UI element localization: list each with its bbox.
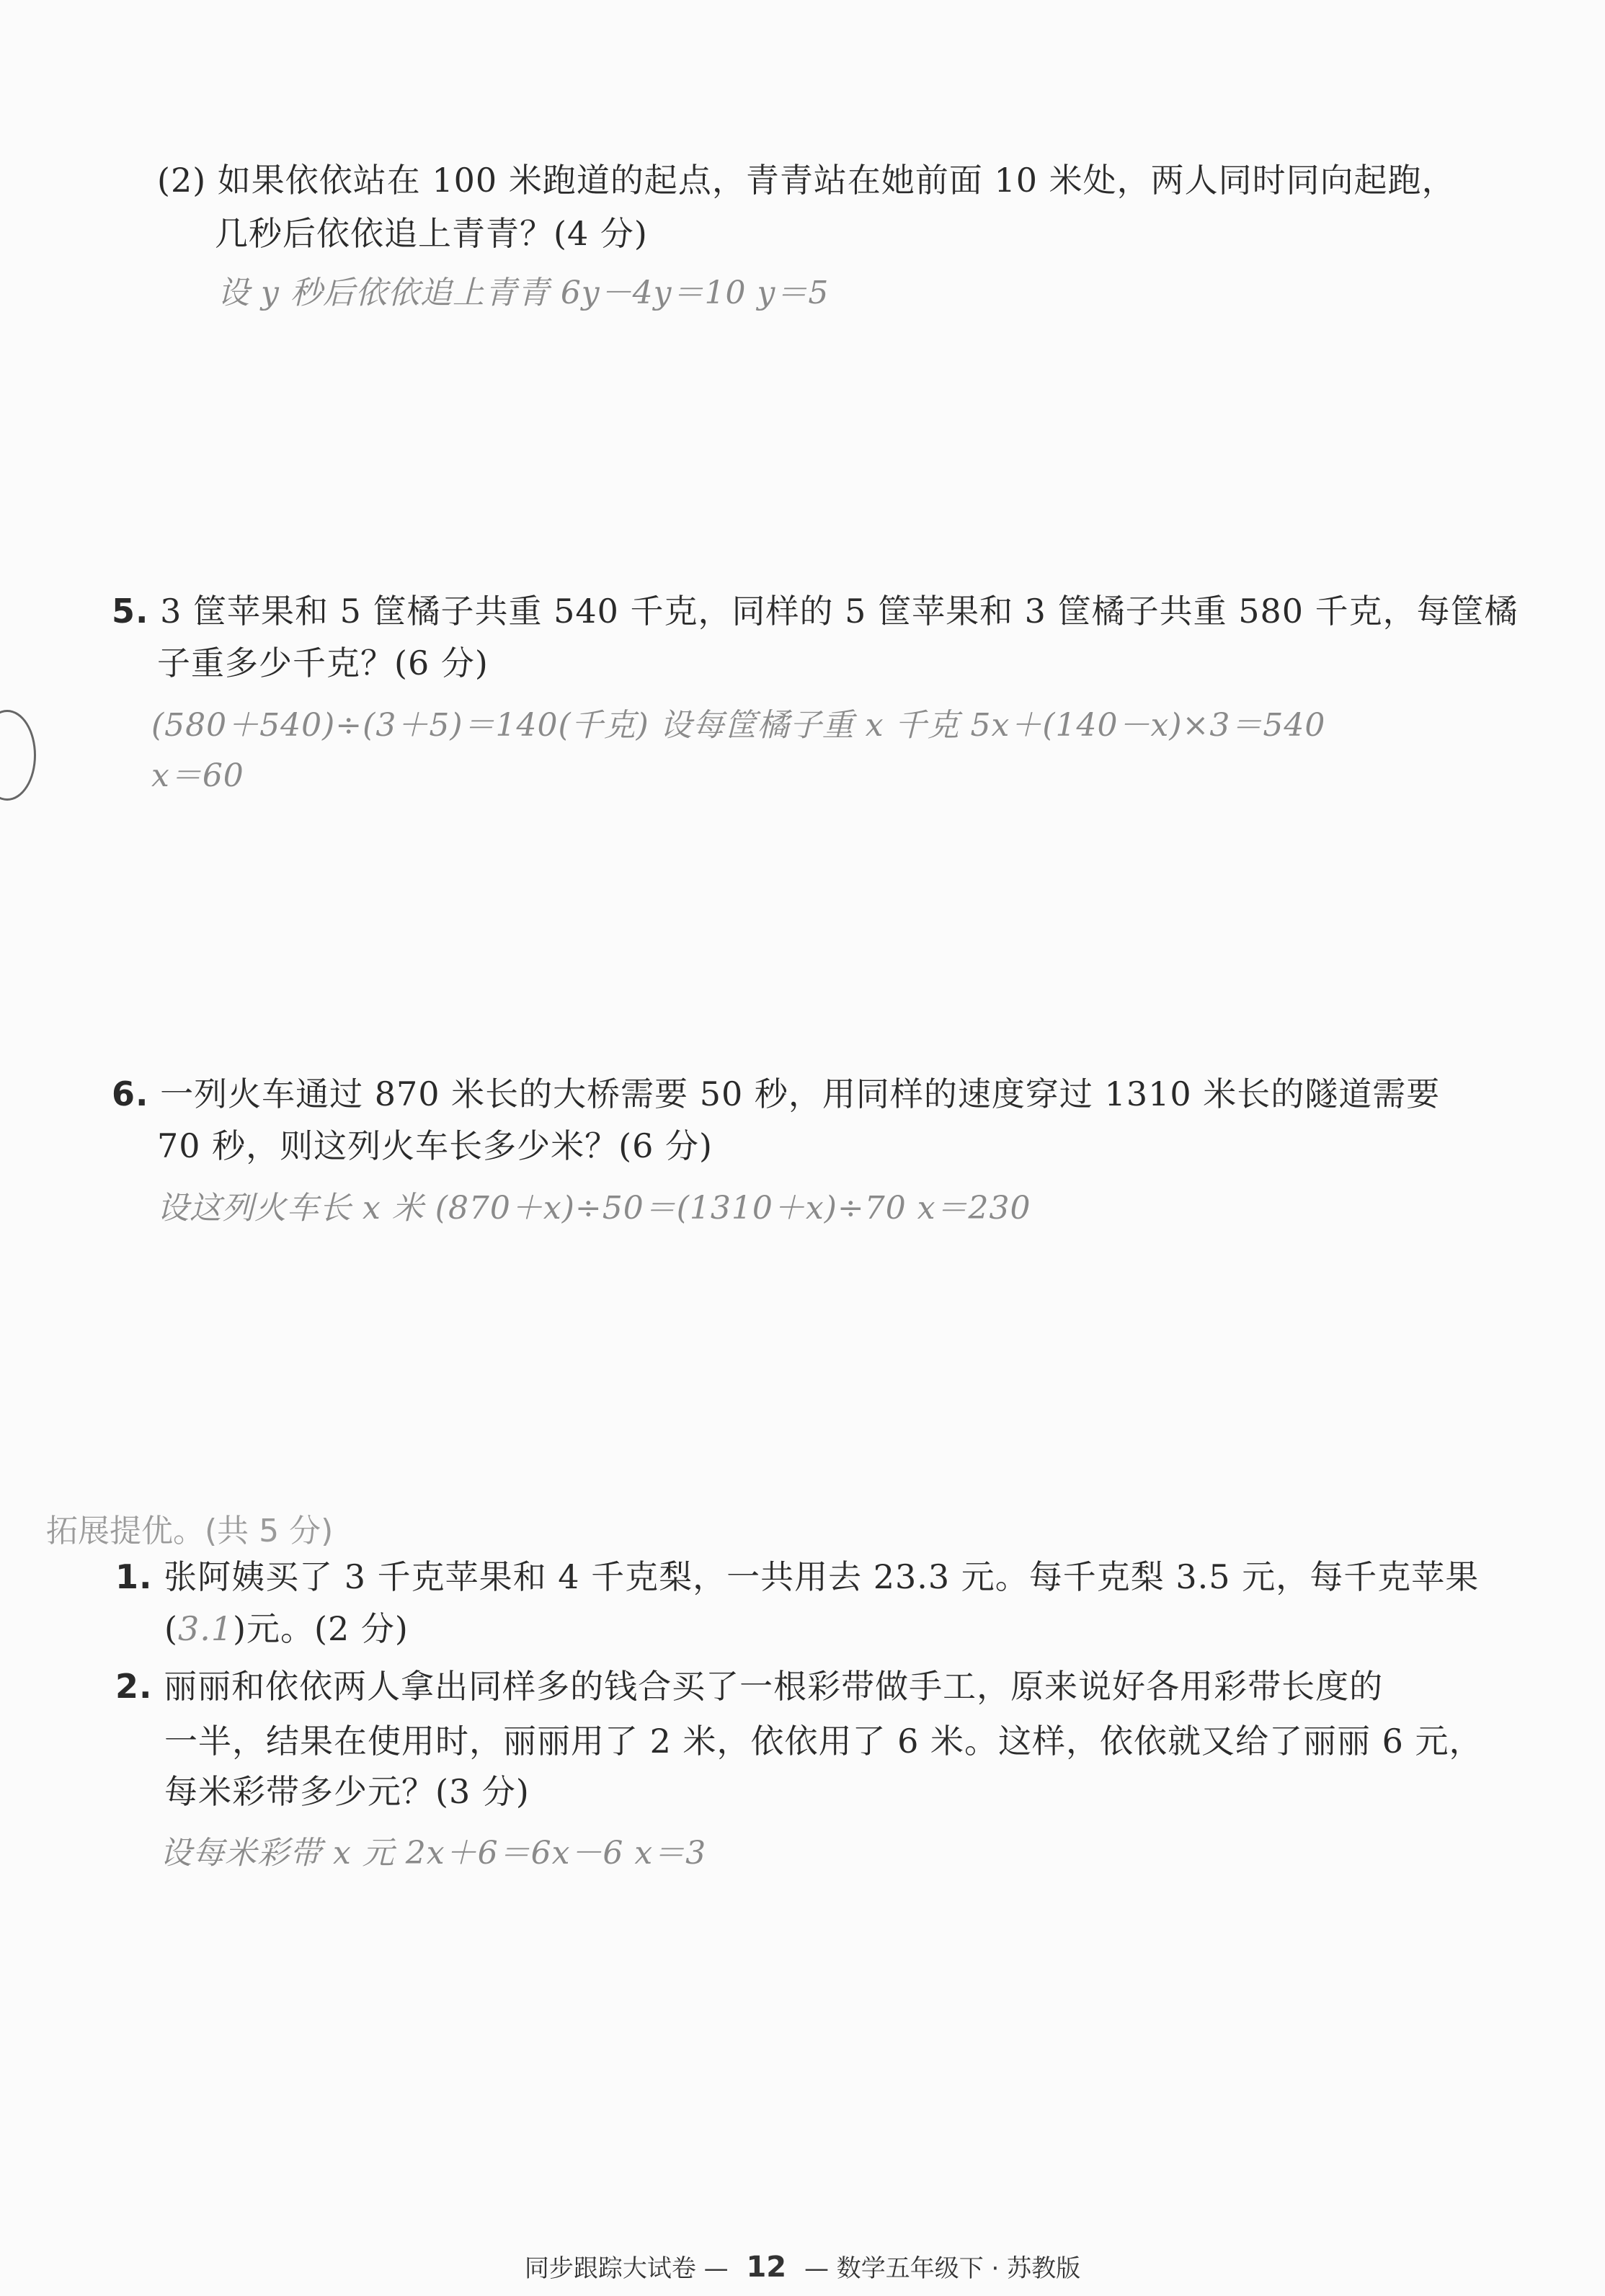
ext2-line3: 每米彩带多少元？(3 分) [164,1772,530,1811]
q5-answer-line2: x＝60 [151,757,244,794]
ext2-answer: 设每米彩带 x 元 2x＋6＝6x－6 x＝3 [160,1835,707,1872]
ext2-number: 2. [115,1667,153,1706]
q4-2-answer: 设 y 秒后依依追上青青 6y－4y＝10 y＝5 [218,275,830,311]
ext2-line2: 一半，结果在使用时，丽丽用了 2 米，依依用了 6 米。这样，依依就又给了丽丽 6 元， [164,1722,1483,1761]
ext1-line1 [115,1549,1479,1604]
q5-number: 5. [112,592,149,631]
q5-line1 [112,584,1519,638]
footer-page-number: 12 [746,2251,787,2284]
footer-book-title: 同步跟踪大试卷 — [524,2254,729,2283]
q6-line1 [112,1067,1440,1121]
ext1-text-line1: 张阿姨买了 3 千克苹果和 4 千克梨，一共用去 23.3 元。每千克梨 3.5 元，每千克苹果 [164,1557,1480,1596]
ext1-number: 1. [115,1557,153,1596]
footer-subject: — 数学五年级下 · 苏教版 [804,2254,1081,2283]
ext1-line2 [164,1601,409,1656]
q5-line2: 子重多少千克？(6 分) [157,644,489,682]
section-title: 拓展提优。(共 5 分) [46,1513,334,1549]
q4-2-line2: 几秒后依依追上青青？(4 分) [215,214,648,253]
q6-line2: 70 秒，则这列火车长多少米？(6 分) [157,1126,713,1165]
ext2-line1 [115,1659,1383,1714]
q6-text-line1: 一列火车通过 870 米长的大桥需要 50 秒，用同样的速度穿过 1310 米长的隧道需要 [160,1074,1441,1113]
q5-answer-line1: (580＋540)÷(3＋5)＝140(千克) 设每筐橘子重 x 千克 5x＋(140－x)×3＝540 [151,707,1326,744]
q5-text-line1: 3 筐苹果和 5 筐橘子共重 540 千克，同样的 5 筐苹果和 3 筐橘子共重 580 千克，每筐橘 [160,592,1519,631]
ext1-line2-open: ( [164,1609,178,1648]
ext1-line2-close: )元。(2 分) [233,1609,409,1648]
ext1-blank-answer: 3.1 [177,1609,234,1648]
q6-answer: 设这列火车长 x 米 (870＋x)÷50＝(1310＋x)÷70 x＝230 [157,1190,1031,1227]
binding-stamp [0,710,36,801]
page-footer [0,2248,1605,2284]
ext2-text-line1: 丽丽和依依两人拿出同样多的钱合买了一根彩带做手工，原来说好各用彩带长度的 [164,1667,1384,1706]
q6-number: 6. [112,1074,149,1113]
q4-2-line1: (2) 如果依依站在 100 米跑道的起点，青青站在她前面 10 米处，两人同时同向起跑， [157,161,1456,200]
